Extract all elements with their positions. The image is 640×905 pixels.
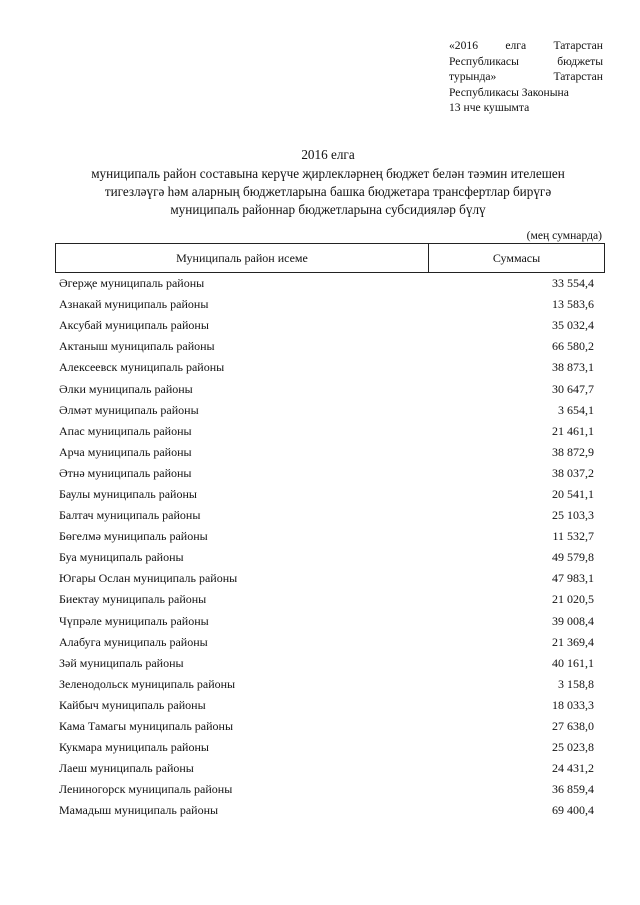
district-name: Балтач муниципаль районы xyxy=(59,508,201,523)
district-name: Буа муниципаль районы xyxy=(59,550,184,565)
district-amount: 33 554,4 xyxy=(552,276,594,291)
annex-word: Татарстан xyxy=(553,70,603,84)
table-body xyxy=(59,273,594,821)
district-name: Кама Тамагы муниципаль районы xyxy=(59,719,234,734)
district-amount: 27 638,0 xyxy=(552,719,594,734)
district-name: Арча муниципаль районы xyxy=(59,444,192,459)
district-amount: 40 161,1 xyxy=(552,655,594,670)
district-name: Югары Ослан муниципаль районы xyxy=(59,571,238,586)
district-name: Алабуга муниципаль районы xyxy=(59,634,208,649)
annex-line-4: Республикасы Законына xyxy=(449,85,569,99)
district-name: Чүпрәле муниципаль районы xyxy=(59,613,209,628)
district-name: Алексеевск муниципаль районы xyxy=(59,360,225,375)
table-row xyxy=(59,547,594,568)
district-amount: 3 158,8 xyxy=(558,676,594,691)
district-name: Лениногорск муниципаль районы xyxy=(59,782,233,797)
district-amount: 3 654,1 xyxy=(558,402,594,417)
district-name: Мамадыш муниципаль районы xyxy=(59,803,219,818)
table-row xyxy=(59,758,594,779)
annex-word: турында» xyxy=(449,70,497,84)
annex-word: Республикасы xyxy=(449,54,519,68)
annex-line-3 xyxy=(449,69,603,85)
district-amount: 21 369,4 xyxy=(552,634,594,649)
district-amount: 38 872,9 xyxy=(552,444,594,459)
table-row xyxy=(59,400,594,421)
table-row xyxy=(59,716,594,737)
annex-word: Татарстан xyxy=(553,39,603,52)
district-name: Әгерҗе муниципаль районы xyxy=(59,276,205,291)
district-amount: 11 532,7 xyxy=(552,529,594,544)
table-row xyxy=(59,779,594,800)
table-row xyxy=(59,421,594,442)
title-line-2: тигезләүгә һәм аларның бюджетларына башка бюджетара трансфертлар бирүгә xyxy=(104,184,552,199)
units-note: (мең сумнарда) xyxy=(526,229,602,242)
table-row xyxy=(59,273,594,294)
district-amount: 36 859,4 xyxy=(552,782,594,797)
district-amount: 25 103,3 xyxy=(552,508,594,523)
district-name: Актаныш муниципаль районы xyxy=(59,339,215,354)
district-name: Баулы муниципаль районы xyxy=(59,486,197,501)
district-name: Аксубай муниципаль районы xyxy=(59,318,209,333)
annex-word: елга xyxy=(505,39,527,52)
table-row xyxy=(59,526,594,547)
header-amount: Суммасы xyxy=(492,251,541,265)
header-name: Муниципаль район исеме xyxy=(56,244,429,272)
district-amount: 13 583,6 xyxy=(552,297,594,312)
table-row xyxy=(59,463,594,484)
annex-note xyxy=(449,38,603,116)
district-amount: 25 023,8 xyxy=(552,740,594,755)
district-name: Зеленодольск муниципаль районы xyxy=(59,676,236,691)
district-amount: 49 579,8 xyxy=(552,550,594,565)
district-amount: 38 873,1 xyxy=(552,360,594,375)
table-row xyxy=(59,505,594,526)
district-amount: 35 032,4 xyxy=(552,318,594,333)
annex-line-5: 13 нче кушымта xyxy=(449,101,530,115)
district-name: Бөгелмә муниципаль районы xyxy=(59,529,208,544)
title-year: 2016 елга xyxy=(301,147,355,162)
district-amount: 21 461,1 xyxy=(552,423,594,438)
table-row xyxy=(59,315,594,336)
district-amount: 21 020,5 xyxy=(552,592,594,607)
district-name: Биектау муниципаль районы xyxy=(59,592,207,607)
district-amount: 69 400,4 xyxy=(552,803,594,818)
district-amount: 47 983,1 xyxy=(552,571,594,586)
annex-line-2 xyxy=(449,54,603,70)
table-row xyxy=(59,357,594,378)
table-row xyxy=(59,653,594,674)
table-row xyxy=(59,294,594,315)
table-row xyxy=(59,484,594,505)
table-row xyxy=(59,568,594,589)
table-row xyxy=(59,695,594,716)
district-name: Әлмәт муниципаль районы xyxy=(59,402,199,417)
table-row xyxy=(59,800,594,821)
district-name: Апас муниципаль районы xyxy=(59,423,192,438)
district-name: Әтнә муниципаль районы xyxy=(59,465,192,480)
district-name: Зәй муниципаль районы xyxy=(59,655,184,670)
table-row xyxy=(59,378,594,399)
district-name: Кайбыч муниципаль районы xyxy=(59,697,206,712)
district-amount: 18 033,3 xyxy=(552,697,594,712)
title-line-3: муниципаль районнар бюджетларына субсидияләр бүлү xyxy=(170,202,486,217)
annex-word: «2016 xyxy=(449,39,478,52)
district-amount: 39 008,4 xyxy=(552,613,594,628)
title-line-1: муниципаль район составына керүче җирлекләрнең бюджет белән тәэмин ителешен xyxy=(91,166,565,181)
table-row xyxy=(59,336,594,357)
district-name: Кукмара муниципаль районы xyxy=(59,740,209,755)
table-row xyxy=(59,737,594,758)
table-row xyxy=(59,674,594,695)
table-header xyxy=(55,243,605,273)
district-amount: 66 580,2 xyxy=(552,339,594,354)
table-row xyxy=(59,632,594,653)
district-amount: 24 431,2 xyxy=(552,761,594,776)
table-row xyxy=(59,442,594,463)
annex-word: бюджеты xyxy=(557,54,603,68)
annex-line-1 xyxy=(449,38,603,54)
district-name: Әлки муниципаль районы xyxy=(59,381,193,396)
district-amount: 30 647,7 xyxy=(552,381,594,396)
table-row xyxy=(59,611,594,632)
table-row xyxy=(59,589,594,610)
district-name: Лаеш муниципаль районы xyxy=(59,761,194,776)
district-amount: 20 541,1 xyxy=(552,486,594,501)
district-name: Азнакай муниципаль районы xyxy=(59,297,209,312)
district-amount: 38 037,2 xyxy=(552,465,594,480)
